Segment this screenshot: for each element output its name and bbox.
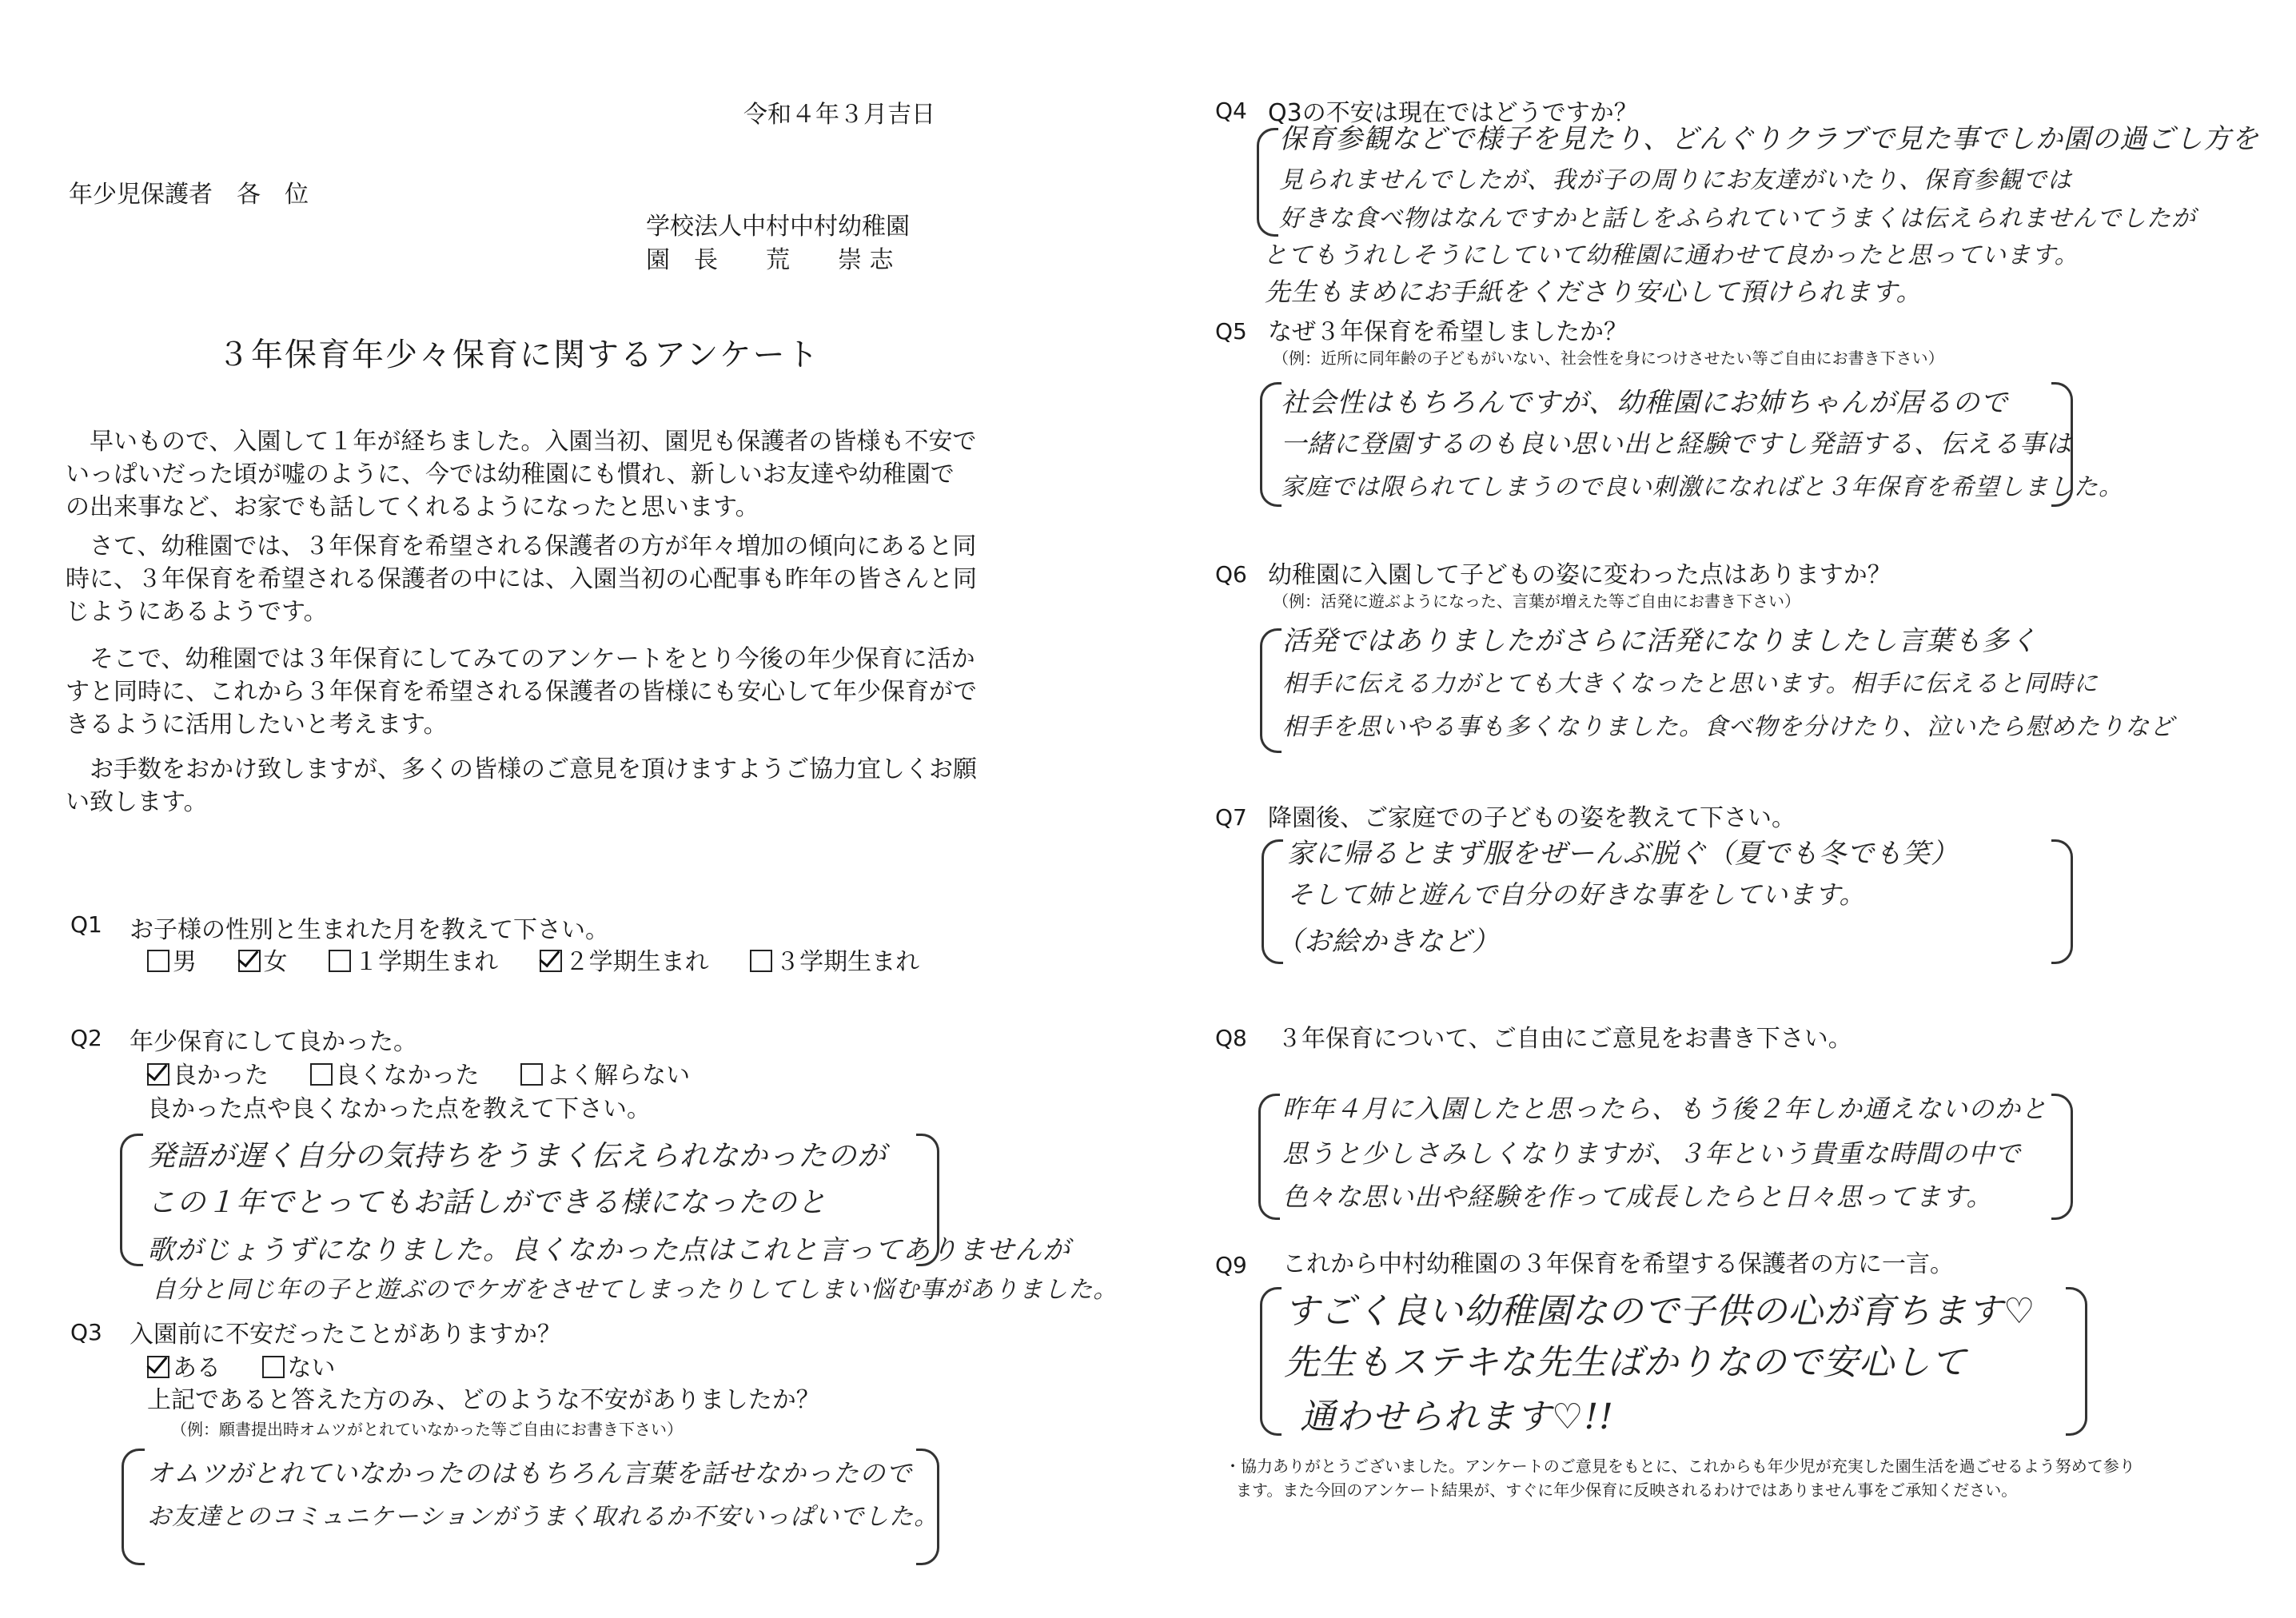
q2-question: 年少保育にして良かった。	[130, 1028, 417, 1056]
q5-question: なぜ３年保育を希望しましたか？	[1268, 318, 1628, 346]
document-title: ３年保育年少々保育に関するアンケート	[217, 337, 820, 373]
q9-number: Q9	[1215, 1252, 1247, 1278]
checkbox-checked[interactable]	[147, 1356, 169, 1378]
q5-answer-line-2: 一緒に登園するのも良い思い出と経験ですし発語する、伝える事は	[1281, 428, 2073, 459]
q7-answer-line-2: そして姉と遊んで自分の好きな事をしています。	[1287, 879, 1866, 910]
footer-note-line-1: ・協力ありがとうございました。アンケートのご意見をもとに、これからも年少児が充実した園生活を過ごせるよう努めて参り	[1225, 1457, 2135, 1476]
q7-question: 降園後、ご家庭での子どもの姿を教えて下さい。	[1268, 804, 1796, 832]
sender-name: 園 長 荒 崇 志	[646, 246, 894, 274]
q2-answer-line-4: 自分と同じ年の子と遊ぶのでケガをさせてしまったりしてしまい悩む事がありました。	[152, 1276, 1118, 1304]
q2-option-good[interactable]: 良かった	[147, 1062, 269, 1090]
q1-option-term3[interactable]: ３学期生まれ	[750, 948, 919, 976]
q9-answer-line-1: すごく良い幼稚園なので子供の心が育ちます♡	[1284, 1291, 2036, 1332]
q8-answer-line-3: 色々な思い出や経験を作って成長したらと日々思ってます。	[1282, 1182, 1993, 1212]
answer-bracket-left	[1257, 128, 1278, 237]
answer-bracket-right	[2051, 1094, 2073, 1220]
q3-number: Q3	[70, 1319, 102, 1345]
q8-answer-line-1: 昨年４月に入園したと思ったら、もう後２年しか通えないのかと	[1282, 1094, 2048, 1124]
q3-answer-line-2: お友達とのコミュニケーションがうまく取れるか不安いっぱいでした。	[147, 1503, 939, 1531]
recipient: 年少児保護者 各 位	[69, 181, 309, 209]
q1-question: お子様の性別と生まれた月を教えて下さい。	[130, 916, 609, 944]
q1-option-term1[interactable]: １学期生まれ	[329, 948, 498, 976]
intro-paragraph-4: お手数をおかけ致しますが、多くの皆様のご意見を頂けますようご協力宜しくお願い致します。	[66, 755, 977, 816]
q2-number: Q2	[70, 1025, 102, 1051]
checkbox[interactable]	[262, 1356, 285, 1378]
q4-answer-line-3: 好きな食べ物はなんですかと話しをふられていてうまくは伝えられませんでしたが	[1279, 205, 2196, 233]
checkbox[interactable]	[310, 1063, 333, 1086]
q6-answer-line-2: 相手に伝える力がとても大きくなったと思います。相手に伝えると同時に	[1282, 670, 2099, 698]
q7-number: Q7	[1215, 804, 1247, 831]
q5-answer-line-3: 家庭では限られてしまうので良い刺激になればと３年保育を希望しました。	[1281, 473, 2123, 501]
q3-option-yes[interactable]: ある	[147, 1354, 221, 1382]
q3-option-no[interactable]: ない	[262, 1354, 336, 1382]
q6-number: Q6	[1215, 561, 1247, 588]
checkbox-checked[interactable]	[147, 1063, 169, 1086]
answer-bracket-left	[1260, 1287, 1282, 1436]
q4-question: Q3の不安は現在ではどうですか？	[1268, 99, 1638, 127]
q5-number: Q5	[1215, 318, 1247, 345]
q4-number: Q4	[1215, 98, 1247, 124]
q2-subquestion: 良かった点や良くなかった点を教えて下さい。	[147, 1095, 651, 1123]
q6-answer-line-1: 活発ではありましたがさらに活発になりましたし言葉も多く	[1282, 625, 2038, 657]
q9-answer-line-3: 通わせられます♡!!	[1300, 1397, 1614, 1437]
q1-options	[147, 942, 953, 977]
checkbox-checked[interactable]	[238, 950, 261, 972]
q5-example: （例：近所に同年齢の子どもがいない、社会性を身につけさせたい等ご自由にお書き下さい）	[1273, 349, 1944, 368]
q2-answer-line-3: 歌がじょうずになりました。良くなかった点はこれと言ってありませんが	[147, 1234, 1070, 1266]
q1-option-term2[interactable]: ２学期生まれ	[540, 948, 709, 976]
answer-bracket-left	[122, 1449, 145, 1565]
q4-answer-line-4: とてもうれしそうにしていて幼稚園に通わせて良かったと思っています。	[1263, 241, 2079, 269]
q2-answer-line-1: 発語が遅く自分の気持ちをうまく伝えられなかったのが	[147, 1140, 887, 1173]
issue-date: 令和４年３月吉日	[743, 101, 935, 129]
q6-question: 幼稚園に入園して子どもの姿に変わった点はありますか？	[1268, 561, 1891, 589]
sender-org: 学校法人中村中村幼稚園	[646, 213, 910, 241]
q4-answer-line-2: 見られませんでしたが、我が子の周りにお友達がいたり、保育参観では	[1279, 166, 2072, 194]
checkbox[interactable]	[750, 950, 772, 972]
q3-question: 入園前に不安だったことがありますか？	[130, 1321, 561, 1349]
q1-number: Q1	[70, 911, 102, 938]
checkbox[interactable]	[147, 950, 169, 972]
intro-paragraph-3: そこで、幼稚園では３年保育にしてみてのアンケートをとり今後の年少保育に活かすと同時に、これから３年保育を希望される保護者の皆様にも安心して年少保育ができるように活用したいと考えます。	[66, 645, 977, 739]
checkbox-checked[interactable]	[540, 950, 562, 972]
answer-bracket-left	[1260, 382, 1282, 507]
checkbox[interactable]	[520, 1063, 543, 1086]
q2-option-unsure[interactable]: よく解らない	[520, 1062, 690, 1090]
q2-option-not-good[interactable]: 良くなかった	[310, 1062, 480, 1090]
q3-subquestion: 上記であると答えた方のみ、どのような不安がありましたか？	[147, 1386, 820, 1414]
q8-number: Q8	[1215, 1025, 1247, 1051]
q7-answer-line-1: 家に帰るとまず服をぜーんぶ脱ぐ（夏でも冬でも笑）	[1287, 838, 1959, 870]
answer-bracket-left	[120, 1134, 143, 1266]
q3-options	[147, 1348, 369, 1383]
q4-answer-line-1: 保育参観などで様子を見たり、どんぐりクラブで見た事でしか園の過ごし方を	[1279, 123, 2260, 155]
q2-options	[147, 1055, 723, 1090]
answer-bracket-right	[2066, 1287, 2087, 1436]
q8-answer-line-2: 思うと少しさみしくなりますが、３年という貴重な時間の中で	[1282, 1138, 2022, 1169]
answer-bracket-left	[1258, 1094, 1280, 1220]
q8-question: ３年保育について、ご自由にご意見をお書き下さい。	[1278, 1025, 1852, 1053]
q3-example: （例：願書提出時オムツがとれていなかった等ご自由にお書き下さい）	[171, 1420, 683, 1439]
q4-answer-line-5: 先生もまめにお手紙をくださり安心して預けられます。	[1265, 277, 1923, 307]
q7-answer-line-3: （お絵かきなど）	[1276, 926, 1500, 958]
q6-answer-line-3: 相手を思いやる事も多くなりました。食べ物を分けたり、泣いたら慰めたりなど	[1282, 713, 2174, 741]
footer-note-line-2: ます。また今回のアンケート結果が、すぐに年少保育に反映されるわけではありません事をご承知ください。	[1236, 1481, 2018, 1500]
q1-option-male[interactable]: 男	[147, 948, 197, 976]
q1-option-female[interactable]: 女	[238, 948, 288, 976]
q5-answer-line-1: 社会性はもちろんですが、幼稚園にお姉ちゃんが居るので	[1281, 387, 2008, 419]
answer-bracket-left	[1260, 628, 1282, 753]
answer-bracket-right	[2051, 839, 2073, 964]
intro-paragraph-1: 早いもので、入園して１年が経ちました。入園当初、園児も保護者の皆様も不安でいっぱいだった頃が嘘のように、今では幼稚園にも慣れ、新しいお友達や幼稚園での出来事など、お家でも話してくれるようになったと思います。	[66, 428, 977, 521]
q6-example: （例：活発に遊ぶようになった、言葉が増えた等ご自由にお書き下さい）	[1273, 592, 1800, 611]
q3-answer-line-1: オムツがとれていなかったのはもちろん言葉を話せなかったので	[147, 1458, 913, 1488]
checkbox[interactable]	[329, 950, 351, 972]
q9-question: これから中村幼稚園の３年保育を希望する保護者の方に一言。	[1282, 1250, 1954, 1278]
intro-paragraph-2: さて、幼稚園では、３年保育を希望される保護者の方が年々増加の傾向にあると同時に、３年保育を希望される保護者の中には、入園当初の心配事も昨年の皆さんと同じようにあるようです。	[66, 532, 977, 626]
q9-answer-line-2: 先生もステキな先生ばかりなので安心して	[1284, 1342, 1967, 1383]
q2-answer-line-2: この１年でとってもお話しができる様になったのと	[147, 1186, 827, 1219]
